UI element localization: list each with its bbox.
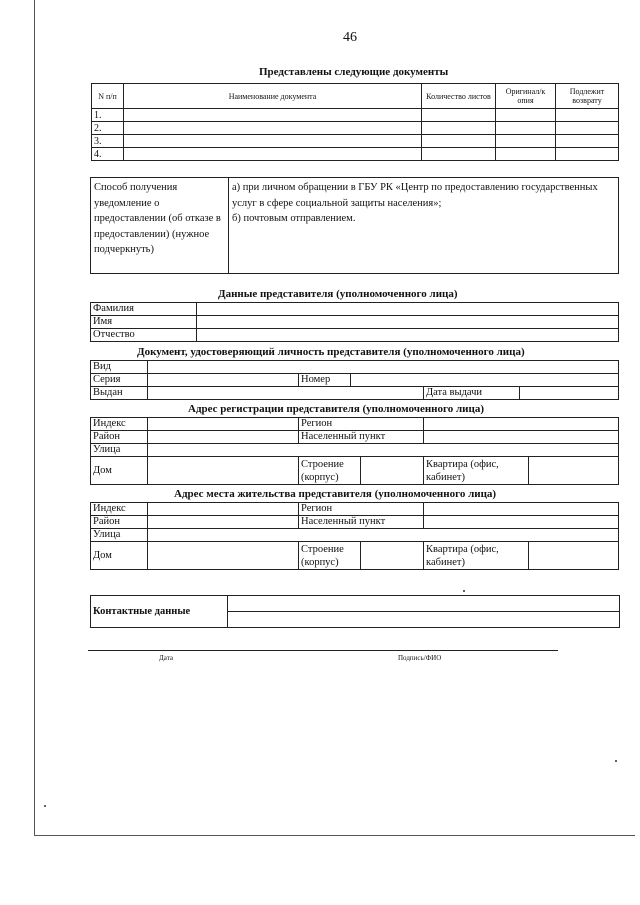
return-cell[interactable] — [556, 135, 619, 148]
series-label: Серия — [91, 374, 148, 387]
documents-header-row — [92, 84, 619, 109]
date-label: Дата — [159, 654, 173, 662]
region-label: Регион — [299, 418, 424, 431]
col-name-header: Наименование документа — [124, 84, 422, 109]
index-label: Индекс — [91, 503, 148, 516]
district-field[interactable] — [148, 516, 299, 529]
document-name-cell[interactable] — [124, 109, 422, 122]
return-cell[interactable] — [556, 109, 619, 122]
doc-type-field[interactable] — [148, 361, 619, 374]
sheets-cell[interactable] — [422, 109, 496, 122]
building-label: Строение (корпус) — [299, 542, 361, 570]
district-label: Район — [91, 431, 148, 444]
index-field[interactable] — [148, 503, 299, 516]
issued-by-field[interactable] — [148, 387, 424, 400]
building-field[interactable] — [361, 457, 424, 485]
table-row — [92, 109, 619, 122]
notification-options — [229, 178, 619, 274]
number-label: Номер — [299, 374, 351, 387]
return-cell[interactable] — [556, 122, 619, 135]
street-label: Улица — [91, 529, 148, 542]
col-original-header: Оригинал/к опия — [496, 84, 556, 109]
contact-field-1[interactable] — [228, 596, 620, 612]
res-address-table — [90, 502, 619, 570]
scan-speck — [44, 805, 46, 807]
surname-label: Фамилия — [91, 303, 197, 316]
option-in-person[interactable]: а) при личном обращении в ГБУ РК «Центр по предоставлению государственных услуг в сфере социальной защиты населения»; — [232, 182, 598, 209]
region-field[interactable] — [424, 503, 619, 516]
documents-heading: Представлены следующие документы — [259, 66, 449, 78]
apartment-field[interactable] — [529, 542, 619, 570]
table-row — [92, 148, 619, 161]
col-sheets-header: Количество листов — [422, 84, 496, 109]
sheets-cell[interactable] — [422, 122, 496, 135]
house-field[interactable] — [148, 457, 299, 485]
patronymic-field[interactable] — [197, 329, 619, 342]
apartment-label: Квартира (офис, кабинет) — [424, 542, 529, 570]
identity-doc-table — [90, 360, 619, 400]
document-name-cell[interactable] — [124, 135, 422, 148]
document-name-cell[interactable] — [124, 148, 422, 161]
table-row — [92, 135, 619, 148]
locality-label: Населенный пункт — [299, 516, 424, 529]
documents-table — [91, 83, 619, 161]
locality-label: Населенный пункт — [299, 431, 424, 444]
number-field[interactable] — [351, 374, 619, 387]
name-label: Имя — [91, 316, 197, 329]
issue-date-label: Дата выдачи — [424, 387, 520, 400]
scan-speck — [615, 760, 617, 762]
return-cell[interactable] — [556, 148, 619, 161]
index-field[interactable] — [148, 418, 299, 431]
street-field[interactable] — [148, 444, 619, 457]
notification-method-table — [90, 177, 619, 274]
res-address-heading: Адрес места жительства представителя (уполномоченного лица) — [174, 488, 497, 500]
district-label: Район — [91, 516, 148, 529]
region-field[interactable] — [424, 418, 619, 431]
region-label: Регион — [299, 503, 424, 516]
original-cell[interactable] — [496, 122, 556, 135]
page-number: 46 — [343, 30, 357, 45]
row-number: 3. — [92, 135, 124, 148]
representative-table — [90, 302, 619, 342]
house-field[interactable] — [148, 542, 299, 570]
contact-field-2[interactable] — [228, 612, 620, 628]
house-label: Дом — [91, 457, 148, 485]
issue-date-field[interactable] — [520, 387, 619, 400]
original-cell[interactable] — [496, 109, 556, 122]
patronymic-label: Отчество — [91, 329, 197, 342]
series-field[interactable] — [148, 374, 299, 387]
row-number: 4. — [92, 148, 124, 161]
building-field[interactable] — [361, 542, 424, 570]
locality-field[interactable] — [424, 431, 619, 444]
house-label: Дом — [91, 542, 148, 570]
apartment-label: Квартира (офис, кабинет) — [424, 457, 529, 485]
option-by-mail[interactable]: б) почтовым отправлением. — [232, 213, 356, 225]
sheets-cell[interactable] — [422, 135, 496, 148]
row-number: 1. — [92, 109, 124, 122]
signature-label: Подпись/ФИО — [398, 654, 442, 662]
street-field[interactable] — [148, 529, 619, 542]
signature-line — [88, 650, 558, 651]
scan-speck — [463, 590, 465, 592]
name-field[interactable] — [197, 316, 619, 329]
sheets-cell[interactable] — [422, 148, 496, 161]
surname-field[interactable] — [197, 303, 619, 316]
locality-field[interactable] — [424, 516, 619, 529]
street-label: Улица — [91, 444, 148, 457]
document-name-cell[interactable] — [124, 122, 422, 135]
original-cell[interactable] — [496, 148, 556, 161]
contact-table — [90, 595, 620, 628]
table-row — [92, 122, 619, 135]
identity-doc-heading: Документ, удостоверяющий личность представителя (уполномоченного лица) — [137, 346, 525, 358]
col-return-header: Подлежит возврату — [556, 84, 619, 109]
reg-address-table — [90, 417, 619, 485]
doc-type-label: Вид — [91, 361, 148, 374]
row-number: 2. — [92, 122, 124, 135]
apartment-field[interactable] — [529, 457, 619, 485]
col-num-header: N п/п — [92, 84, 124, 109]
original-cell[interactable] — [496, 135, 556, 148]
district-field[interactable] — [148, 431, 299, 444]
index-label: Индекс — [91, 418, 148, 431]
reg-address-heading: Адрес регистрации представителя (уполномоченного лица) — [188, 403, 484, 415]
building-label: Строение (корпус) — [299, 457, 361, 485]
contact-label: Контактные данные — [91, 596, 228, 628]
issued-by-label: Выдан — [91, 387, 148, 400]
representative-heading: Данные представителя (уполномоченного лица) — [218, 288, 458, 300]
notification-method-label: Способ получения уведомление о предоставлении (об отказе в предоставлении) (нужное подчеркнуть) — [91, 178, 229, 274]
